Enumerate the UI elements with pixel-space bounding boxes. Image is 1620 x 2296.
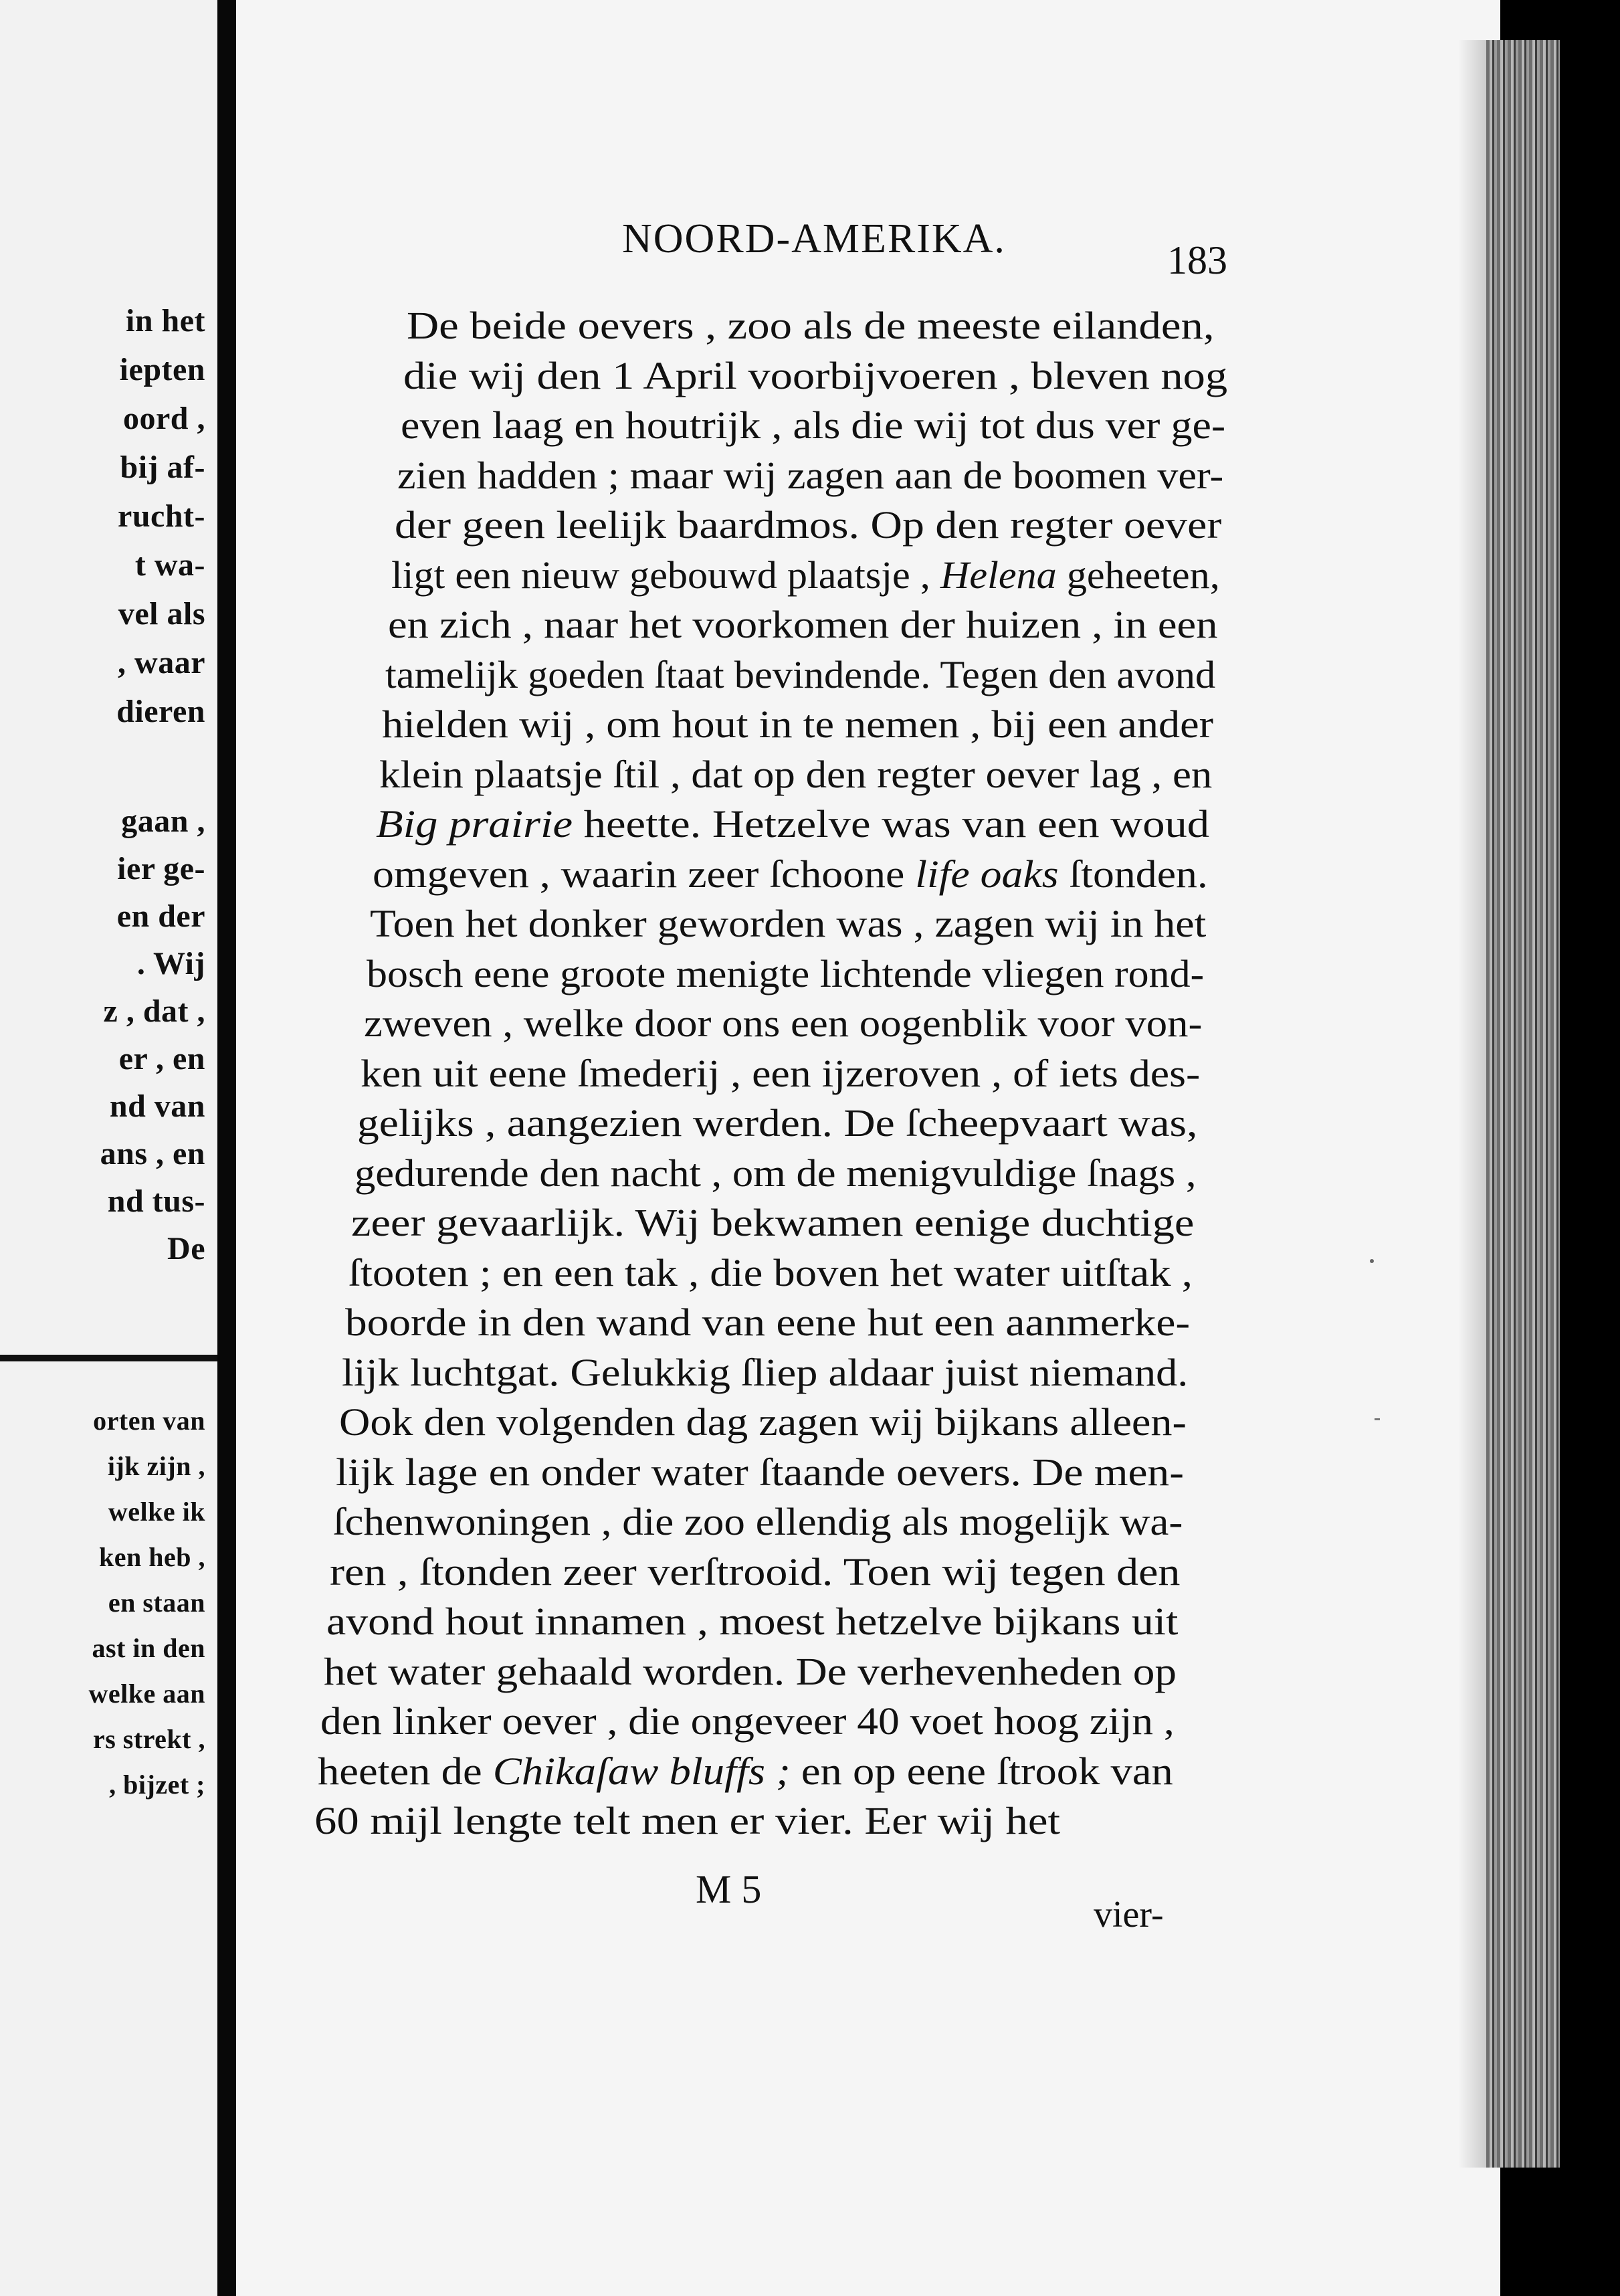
body-line [388,605,1217,644]
body-line-text: lijk luchtgat. Gelukkig ſliep aldaar juist niemand. [342,1350,1189,1394]
body-line-text: boorde in den wand van eene hut een aanmerke- [345,1301,1191,1344]
body-line [370,904,1206,943]
left-page-line: De [167,1231,205,1266]
left-page-line: dieren [116,694,205,729]
left-page-line: ken heb , [99,1542,205,1572]
left-page-line: ier ge- [117,851,205,886]
left-page-fragment [0,0,217,2296]
body-line [376,802,1210,846]
italic-phrase: Helena [940,553,1057,597]
body-line [403,353,1228,397]
body-line [397,453,1224,497]
body-line [338,1400,1187,1444]
left-page-line: ans , en [100,1136,205,1171]
body-line-text: bosch eene groote menigte lichtende vliegen rond- [367,951,1205,995]
left-page-rule [0,1355,217,1361]
body-line [326,1602,1178,1641]
body-line [385,652,1216,696]
body-line [407,306,1215,345]
body-line-text: den linker oever , die ongeveer 40 voet hoog zijn , [320,1699,1175,1743]
body-line [351,1201,1195,1244]
body-line [354,1151,1197,1195]
page-edges [1486,40,1560,2168]
body-line-text: ligt een nieuw gebouwd plaatsje , [391,553,940,597]
body-line [336,1450,1185,1494]
italic-phrase: life oaks [915,852,1059,896]
left-page-line: iepten [119,352,205,387]
body-line [320,1699,1175,1743]
body-line-text: der geen leelijk baardmos. Op den regter oever [394,503,1221,547]
page-number: 183 [1167,238,1227,282]
body-line [367,951,1205,995]
page-edge-shadow [1458,40,1488,2168]
left-page-line: , waar [118,645,205,680]
left-page-line: . Wij [136,946,205,981]
body-line-text: ſchenwoningen , die zoo ellendig als mogelijk wa- [332,1500,1183,1543]
body-line [400,403,1225,447]
body-line-text: zweven , welke door ons een oogenblik voor von- [363,1001,1202,1045]
body-line-text: en zich , naar het voorkomen der huizen , in een [388,603,1218,646]
signature-mark: M 5 [696,1867,762,1911]
left-page-line: en der [116,898,205,934]
body-line-text: omgeven , waarin zeer ſchoone [373,852,916,896]
left-page-line: er , en [118,1041,205,1076]
body-line-text: tamelijk goeden ſtaat bevindende. Tegen den avond [385,652,1216,696]
body-line [323,1649,1177,1693]
italic-phrase: Big prairie [376,802,573,846]
left-page-line: ast in den [92,1633,205,1663]
body-line-text: even laag en houtrijk , als die wij tot dus ver ge- [400,403,1225,447]
body-line-text: het water gehaald worden. De verhevenheden op [323,1649,1177,1693]
body-line-text: en op eene ſtrook van [790,1749,1173,1793]
left-page-line: bij af- [120,450,205,485]
body-line-text: hielden wij , om hout in te nemen , bij een ander [382,702,1214,746]
left-page-line: en staan [108,1588,205,1618]
body-line-text: gelijks , aangezien werden. De ſcheepvaart was, [357,1101,1198,1145]
body-line-text: ken uit eene ſmederij , een ijzeroven , of iets des- [361,1051,1201,1095]
ink-speck [1370,1259,1374,1263]
left-page-line: nd van [109,1088,205,1124]
body-line [330,1549,1181,1594]
body-line-text: die wij den 1 April voorbijvoeren , bleven nog [403,353,1228,397]
left-page-line: gaan , [121,803,205,839]
body-line-text: De beide oevers , zoo als de meeste eilanden, [407,304,1215,347]
body-line-text: 60 mijl lengte telt men er vier. Eer wij het [314,1799,1061,1842]
body-line-text: lijk lage en onder water ſtaande oevers. De men- [336,1450,1185,1494]
left-page-line: vel als [118,596,205,632]
body-line-text: ſtonden. [1058,852,1209,896]
body-line [391,553,1220,597]
body-line [382,702,1214,746]
book-gutter [217,0,236,2296]
body-line [317,1749,1173,1793]
body-line-text: klein plaatsje ſtil , dat op den regter oever lag , en [379,752,1212,796]
body-line [348,1250,1193,1295]
body-line [314,1799,1061,1842]
left-page-line: rucht- [118,498,205,534]
left-page-line: ijk zijn , [107,1451,205,1481]
body-line [363,1001,1202,1045]
body-line [357,1101,1198,1145]
left-page-line: in het [125,303,205,339]
left-page-line: nd tus- [107,1183,205,1219]
body-line [332,1500,1183,1543]
body-line [373,852,1209,896]
body-line [342,1350,1189,1394]
left-page-line: t wa- [134,547,205,583]
left-page-line: oord , [123,401,205,436]
catchword: vier- [1094,1894,1164,1935]
running-title: NOORD-AMERIKA. [622,216,1006,262]
left-page-line: orten van [93,1406,205,1436]
body-line [361,1051,1201,1095]
body-line-text: heeten de [317,1749,493,1793]
body-line-text: zien hadden ; maar wij zagen aan de boomen ver- [397,453,1224,497]
left-page-line: z , dat , [103,993,205,1029]
left-page-line: rs strekt , [92,1724,205,1754]
left-page-line: , bijzet ; [109,1769,205,1800]
left-page-line: welke ik [108,1497,205,1527]
body-line-text: gedurende den nacht , om de menigvuldige ſnags , [354,1151,1197,1195]
body-line-text: zeer gevaarlijk. Wij bekwamen eenige duchtige [351,1201,1195,1244]
body-line-text: ſtooten ; en een tak , die boven het water uitſtak , [348,1250,1193,1295]
body-line-text: avond hout innamen , moest hetzelve bijkans uit [326,1600,1179,1643]
body-line [345,1303,1190,1342]
italic-phrase: Chikaſaw bluffs ; [492,1749,791,1793]
body-line-text: ren , ſtonden zeer verſtrooid. Toen wij tegen den [330,1549,1181,1594]
body-line-text: Ook den volgenden dag zagen wij bijkans alleen- [338,1400,1187,1444]
ink-speck [1375,1418,1380,1420]
body-line-text: Toen het donker geworden was , zagen wij in het [369,902,1207,945]
body-line [394,503,1221,547]
body-line [379,752,1212,796]
left-page-line: welke aan [88,1679,205,1709]
body-line-text: heette. Hetzelve was van een woud [573,802,1210,846]
body-line-text: geheeten, [1056,553,1220,597]
